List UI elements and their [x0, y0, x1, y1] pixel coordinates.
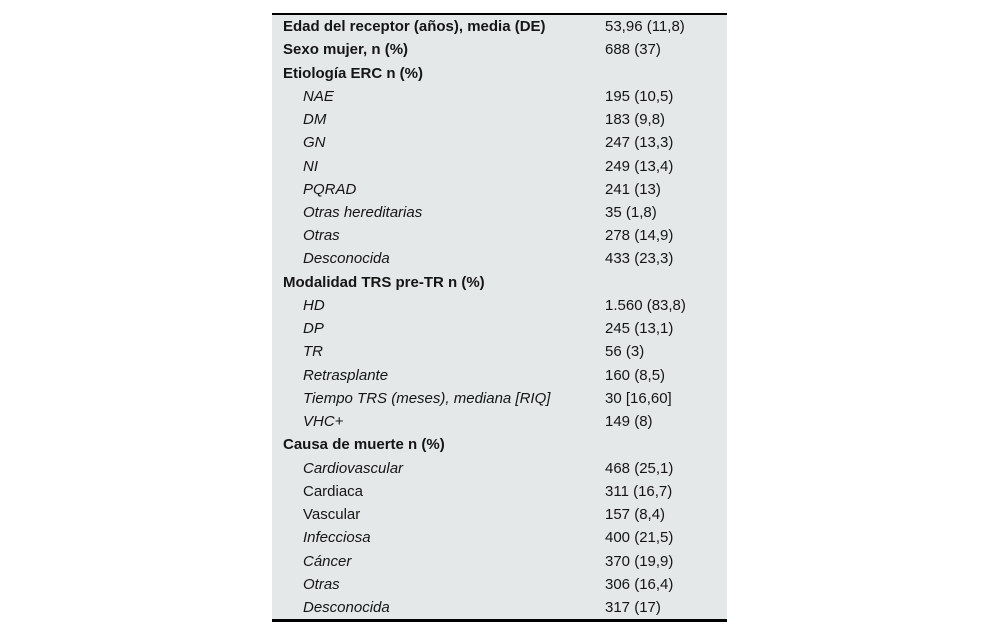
table-row	[272, 549, 727, 572]
row-label: Desconocida	[303, 251, 390, 267]
row-value: 160 (8,5)	[605, 366, 666, 384]
table-body	[272, 15, 727, 619]
row-label: PQRAD	[303, 181, 357, 197]
row-label: Cáncer	[303, 553, 352, 569]
row-value: 370 (19,9)	[605, 552, 674, 570]
table-row	[272, 480, 727, 503]
row-label: Edad del receptor (años), media (DE)	[283, 19, 546, 35]
row-value: 317 (17)	[605, 598, 661, 616]
table-row	[272, 201, 727, 224]
row-value: 241 (13)	[605, 180, 661, 198]
table-row	[272, 131, 727, 154]
table-row	[272, 85, 727, 108]
table-row	[272, 596, 727, 619]
table-bottom-rule	[272, 619, 727, 622]
row-value: 306 (16,4)	[605, 575, 674, 593]
row-value: 195 (10,5)	[605, 87, 674, 105]
row-label: Vascular	[303, 507, 361, 523]
table-row	[272, 387, 727, 410]
row-label: Tiempo TRS (meses), mediana [RIQ]	[303, 390, 551, 406]
row-label: DM	[303, 112, 327, 128]
row-value: 245 (13,1)	[605, 320, 674, 338]
table-row	[272, 433, 727, 456]
table-row	[272, 38, 727, 61]
row-label: TR	[303, 344, 323, 360]
row-label: VHC+	[303, 414, 344, 430]
clinical-characteristics-table	[272, 13, 727, 622]
row-label: Retrasplante	[303, 367, 389, 383]
table-row	[272, 317, 727, 340]
row-value: 30 [16,60]	[605, 389, 672, 407]
row-label: Infecciosa	[303, 530, 371, 546]
table-row	[272, 178, 727, 201]
table-row	[272, 410, 727, 433]
row-label: Cardiovascular	[303, 460, 404, 476]
table-row	[272, 503, 727, 526]
table-row	[272, 61, 727, 84]
table-row	[272, 364, 727, 387]
table-row	[272, 456, 727, 479]
row-label: Desconocida	[303, 599, 390, 615]
table-row	[272, 340, 727, 363]
row-value: 400 (21,5)	[605, 529, 674, 547]
table-row	[272, 15, 727, 38]
table-row	[272, 154, 727, 177]
row-value: 311 (16,7)	[605, 482, 673, 500]
row-value: 468 (25,1)	[605, 459, 674, 477]
row-value: 157 (8,4)	[605, 506, 666, 524]
table-row	[272, 108, 727, 131]
row-label: DP	[303, 321, 324, 337]
row-value: 688 (37)	[605, 41, 661, 59]
table-row	[272, 224, 727, 247]
row-label: Otras	[303, 228, 340, 244]
table-row	[272, 294, 727, 317]
row-label: Causa de muerte n (%)	[283, 437, 445, 453]
row-value: 35 (1,8)	[605, 203, 657, 221]
row-value: 247 (13,3)	[605, 134, 674, 152]
row-label: NAE	[303, 88, 334, 104]
row-label: Cardiaca	[303, 483, 364, 499]
table-row	[272, 573, 727, 596]
row-value: 183 (9,8)	[605, 111, 666, 129]
table-row	[272, 247, 727, 270]
row-value: 278 (14,9)	[605, 227, 674, 245]
row-label: Sexo mujer, n (%)	[283, 42, 409, 58]
row-value: 56 (3)	[605, 343, 645, 361]
row-label: Modalidad TRS pre-TR n (%)	[283, 274, 485, 290]
row-label: Otras hereditarias	[303, 204, 423, 220]
row-value: 149 (8)	[605, 413, 653, 431]
row-value: 249 (13,4)	[605, 157, 674, 175]
row-value: 433 (23,3)	[605, 250, 674, 268]
row-label: Etiología ERC n (%)	[283, 65, 423, 81]
table-row	[272, 526, 727, 549]
row-value: 1.560 (83,8)	[605, 296, 686, 314]
row-label: Otras	[303, 576, 340, 592]
row-value: 53,96 (11,8)	[605, 18, 685, 36]
row-label: GN	[303, 135, 326, 151]
table-row	[272, 271, 727, 294]
row-label: NI	[303, 158, 318, 174]
row-label: HD	[303, 297, 325, 313]
